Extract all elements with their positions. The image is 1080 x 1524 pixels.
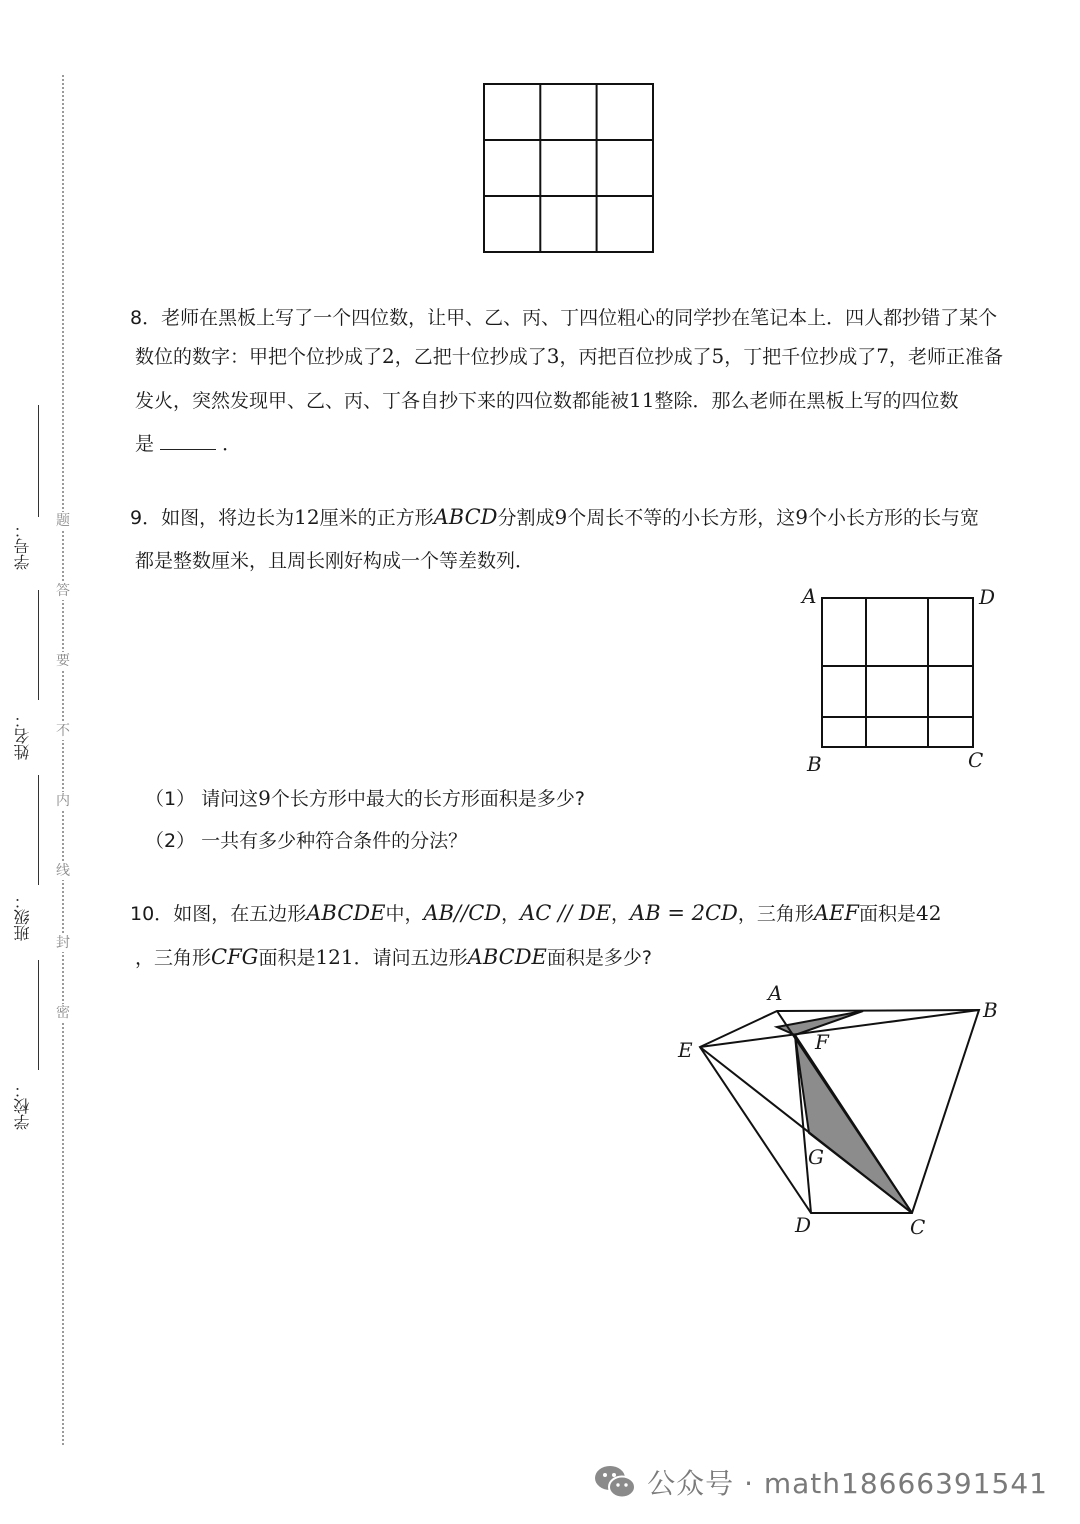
q10-math: AC // DE	[520, 901, 612, 925]
label-f: F	[815, 1030, 829, 1054]
q9-sub2	[145, 826, 467, 856]
q10-text: ，	[611, 903, 631, 925]
q10-math: CFG	[211, 945, 259, 969]
label-c: C	[910, 1215, 926, 1239]
label-b: B	[983, 998, 998, 1022]
q8-text: 发火，突然发现甲、乙、丙、丁各自抄下来的四位数都能被	[135, 390, 630, 412]
watermark-text: 公众号 · math18666391541	[647, 1467, 1048, 1500]
q10-text: 面积是	[258, 947, 316, 969]
q8-text: 是	[135, 433, 155, 455]
q10-text: ，三角形	[737, 903, 814, 925]
q8-line4	[135, 429, 241, 459]
q9-sub2-number: （2）	[145, 830, 196, 852]
q8-text: ，丁把千位抄成了	[724, 346, 877, 368]
grid-3x3-figure	[480, 80, 660, 256]
q10-text: ．请问五边形	[353, 947, 468, 969]
q8-answer-blank[interactable]	[160, 435, 216, 450]
q9-text: 如图，将边长为	[161, 507, 295, 529]
q10-text: ，	[501, 903, 521, 925]
q8-value: 7	[876, 344, 889, 368]
label-b: B	[807, 752, 822, 776]
seal-char: 题	[53, 512, 73, 530]
q9-math: ABCD	[433, 505, 498, 529]
q9-square-figure	[795, 580, 1010, 780]
wechat-icon	[593, 1464, 637, 1500]
q10-line1	[130, 898, 941, 929]
q8-text: 老师在黑板上写了一个四位数，让甲、乙、丙、丁四位粗心的同学抄在笔记本上．四人都抄错了某个	[161, 307, 998, 329]
q10-pentagon-figure	[670, 980, 1020, 1245]
label-c: C	[968, 748, 984, 772]
q9-sub1	[145, 783, 585, 814]
seal-char: 要	[53, 652, 73, 670]
q9-text: 厘米的正方形	[319, 507, 434, 529]
q9-text: 个长方形中最大的长方形面积是多少?	[270, 788, 585, 810]
label-e: E	[678, 1038, 693, 1062]
q8-text: ，乙把十位抄成了	[394, 346, 547, 368]
q9-value: 12	[294, 505, 320, 529]
q9-text: 个小长方形的长与宽	[807, 507, 979, 529]
q9-number: 9．	[130, 507, 162, 529]
q8-text: 整除．那么老师在黑板上写的四位数	[654, 390, 959, 412]
q8-value: 5	[711, 344, 725, 368]
q8-text: ，老师正准备	[889, 346, 1004, 368]
class-blank	[38, 775, 39, 885]
q10-text: 如图，在五边形	[173, 903, 307, 925]
q10-line2	[135, 942, 652, 973]
q9-text: 都是整数厘米，且周长刚好构成一个等差数列．	[135, 550, 535, 572]
q9-value: 9	[554, 505, 568, 529]
school-label: 学校：	[13, 1082, 32, 1130]
q9-value: 9	[258, 786, 271, 810]
q8-text: 数位的数字：甲把个位抄成了	[135, 346, 383, 368]
q10-math: AB//CD	[423, 901, 502, 925]
school-blank	[38, 960, 39, 1070]
q10-text: ，三角形	[135, 947, 212, 969]
name-label: 姓名：	[13, 712, 32, 760]
label-a: A	[802, 584, 817, 608]
seal-char: 答	[53, 582, 73, 600]
q8-value: 3	[546, 344, 560, 368]
label-d: D	[979, 585, 996, 609]
square-abcd	[822, 598, 973, 747]
segment-ac	[777, 1011, 912, 1213]
q9-text: 一共有多少种符合条件的分法？	[201, 830, 468, 852]
q8-text: ．	[222, 433, 242, 455]
q9-text: 个周长不等的小长方形，这	[567, 507, 796, 529]
q10-text: 面积是多少?	[546, 947, 652, 969]
seal-char: 线	[53, 862, 73, 880]
q10-text: 中，	[385, 903, 424, 925]
student-id-blank	[38, 405, 39, 517]
q10-value: 42	[915, 901, 942, 925]
binding-dotted-line	[62, 75, 64, 1445]
q9-line1	[130, 502, 979, 533]
label-g: G	[808, 1145, 824, 1169]
q10-math: ABCDE	[306, 901, 386, 925]
seal-char: 内	[53, 792, 73, 810]
q8-line2	[135, 341, 1003, 372]
q10-number: 10．	[130, 903, 174, 925]
seal-char: 封	[53, 934, 73, 952]
q8-line1	[130, 303, 997, 333]
q8-text: ，丙把百位抄成了	[559, 346, 712, 368]
q9-line2	[135, 546, 534, 576]
q9-value: 9	[795, 505, 808, 529]
q8-value: 2	[382, 344, 395, 368]
label-a: A	[768, 981, 783, 1005]
student-id-label: 学号：	[13, 522, 32, 570]
name-blank	[38, 590, 39, 700]
q10-math: ABCDE	[467, 945, 547, 969]
label-d: D	[795, 1213, 812, 1237]
q10-math: AEF	[813, 901, 859, 925]
q8-value: 11	[629, 388, 655, 412]
seal-char: 不	[53, 722, 73, 740]
grid-outline	[484, 84, 653, 252]
q10-math: AB = 2CD	[630, 901, 738, 925]
class-label: 班级：	[13, 893, 32, 941]
q10-text: 面积是	[858, 903, 916, 925]
q10-value: 121	[315, 945, 354, 969]
q9-text: 请问这	[201, 788, 259, 810]
q9-sub1-number: （1）	[145, 788, 196, 810]
seal-char: 密	[53, 1004, 73, 1022]
q9-text: 分割成	[497, 507, 555, 529]
q8-number: 8．	[130, 307, 162, 329]
q8-line3	[135, 385, 958, 416]
watermark	[593, 1462, 1048, 1502]
